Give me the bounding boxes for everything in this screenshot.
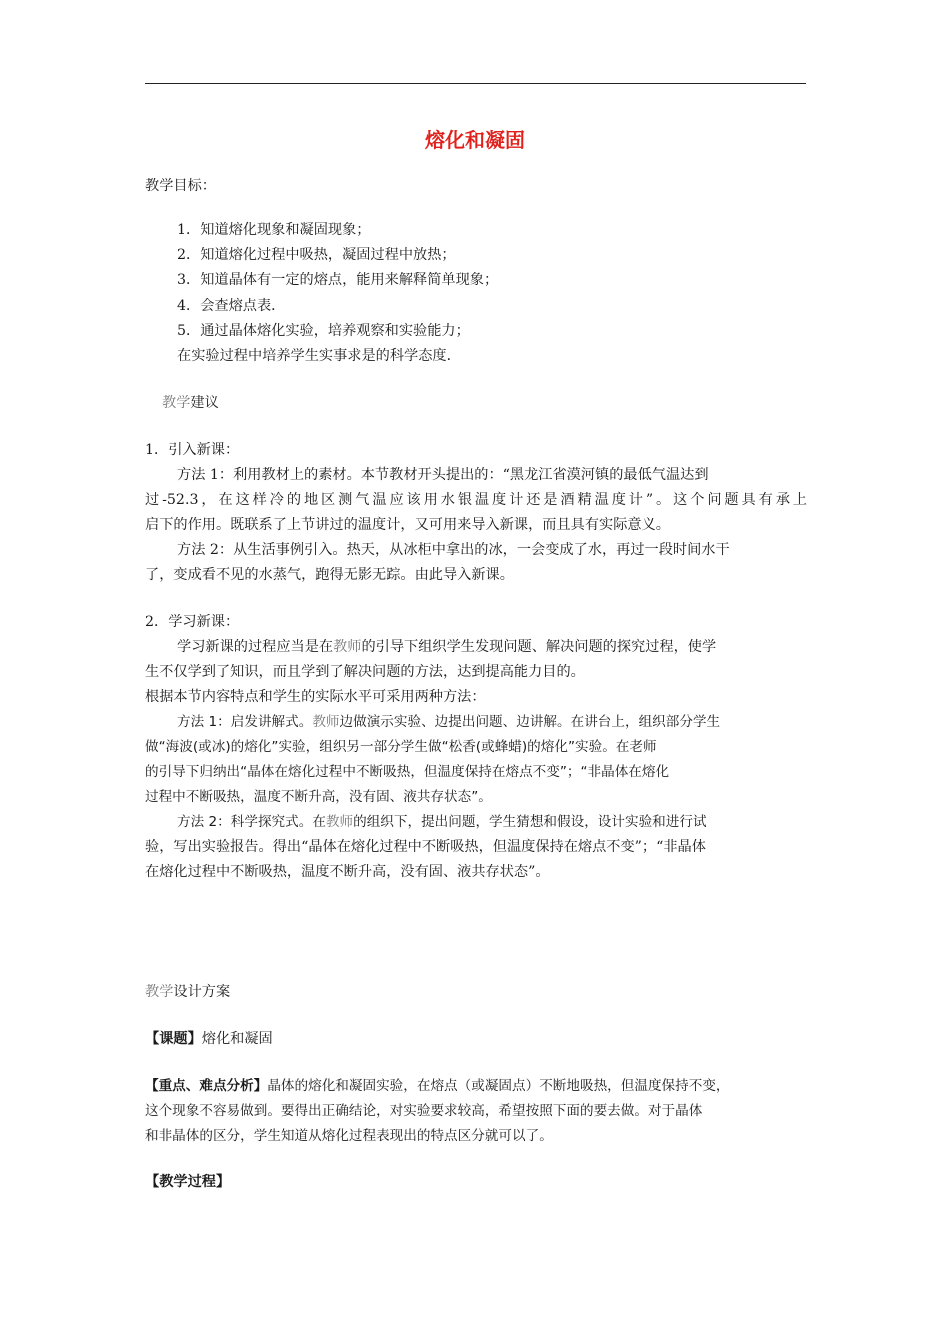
sec2-m1-a: 方法 1：启发讲解式。 — [177, 714, 313, 730]
design-heading-dark: 设计方案 — [173, 984, 231, 1000]
sec2-p2: 根据本节内容特点和学生的实际水平可采用两种方法： — [145, 689, 486, 705]
header-rule — [145, 83, 806, 84]
topic-value: 熔化和凝固 — [201, 1031, 273, 1047]
suggest-heading — [162, 393, 219, 413]
keypoints-line: 和非晶体的区分，学生知道从熔化过程表现出的特点区分就可以了。 — [145, 1128, 553, 1144]
sec1-m1-line: 启下的作用。既联系了上节讲过的温度计，又可用来导入新课，而且具有实际意义。 — [145, 517, 670, 533]
sec2-p1-teacher: 教师 — [333, 639, 362, 655]
page-title: 熔化和凝固 — [425, 128, 525, 152]
design-heading — [145, 982, 230, 1002]
sec1-m1-line: 过-52.3，在这样冷的地区测气温应该用水银温度计还是酒精温度计”。这个问题具有承上 — [145, 492, 807, 508]
goal-extra: 在实验过程中培养学生实事求是的科学态度． — [177, 348, 461, 364]
design-heading-gray: 教学 — [145, 984, 174, 1000]
keypoints-label: 【重点、难点分析】 — [145, 1078, 268, 1094]
goal-item: 3．知道晶体有一定的熔点，能用来解释简单现象； — [177, 272, 499, 288]
topic-line — [145, 1029, 273, 1049]
sec2-m1-line — [177, 712, 720, 732]
goal-item: 1．知道熔化现象和凝固现象； — [177, 222, 371, 238]
sec2-m2-line — [177, 812, 707, 832]
topic-label: 【课题】 — [145, 1031, 202, 1047]
sec1-m1-line: 方法 1：利用教材上的素材。本节教材开头提出的：“黑龙江省漠河镇的最低气温达到 — [177, 467, 709, 483]
goals-heading: 教学目标： — [145, 178, 216, 194]
sec2-m1-b: 边做演示实验、边提出问题、边讲解。在讲台上，组织部分学生 — [339, 714, 721, 730]
goal-item: 5．通过晶体熔化实验，培养观察和实验能力； — [177, 323, 470, 339]
keypoints-line — [145, 1076, 730, 1096]
process-label: 【教学过程】 — [145, 1174, 231, 1190]
sec2-m2-line: 验，写出实验报告。得出“晶体在熔化过程中不断吸热，但温度保持在熔点不变”；“非晶体 — [145, 839, 706, 855]
keypoints-line: 这个现象不容易做到。要得出正确结论，对实验要求较高，希望按照下面的要去做。对于晶体 — [145, 1103, 703, 1119]
keypoints-text: 晶体的熔化和凝固实验，在熔点（或凝固点）不断地吸热，但温度保持不变， — [267, 1078, 730, 1094]
sec2-m1-line: 的引导下归纳出“晶体在熔化过程中不断吸热，但温度保持在熔点不变”；“非晶体在熔化 — [145, 764, 670, 780]
sec2-m1-teacher: 教师 — [312, 714, 340, 730]
sec2-m2-b: 的组织下，提出问题，学生猜想和假设，设计实验和进行试 — [353, 814, 707, 830]
goal-item: 2．知道熔化过程中吸热，凝固过程中放热； — [177, 247, 456, 263]
sec2-m2-a: 方法 2：科学探究式。在 — [177, 814, 326, 830]
sec2-m2-line: 在熔化过程中不断吸热，温度不断升高，没有固、液共存状态”。 — [145, 864, 550, 880]
suggest-heading-gray: 教学 — [162, 395, 191, 411]
sec2-m2-teacher: 教师 — [325, 814, 354, 830]
sec2-p1-a: 学习新课的过程应当是在 — [177, 639, 334, 655]
suggest-heading-dark: 建议 — [190, 395, 219, 411]
sec1-m2-line: 方法 2：从生活事例引入。热天，从冰柜中拿出的冰，一会变成了水，再过一段时间水干 — [177, 542, 730, 558]
sec2-p1-line — [177, 637, 716, 657]
section1-heading: 1．引入新课： — [145, 442, 240, 458]
sec2-p1-b: 的引导下组织学生发现问题、解决问题的探究过程，使学 — [361, 639, 717, 655]
sec2-p1-line2: 生不仅学到了知识，而且学到了解决问题的方法，达到提高能力目的。 — [145, 664, 585, 680]
sec1-m2-line: 了，变成看不见的水蒸气，跑得无影无踪。由此导入新课。 — [145, 567, 514, 583]
sec2-m1-line: 做“海波(或冰)的熔化”实验，组织另一部分学生做“松香(或蜂蜡)的熔化”实验。在老师 — [145, 739, 657, 755]
sec2-m1-line: 过程中不断吸热，温度不断升高，没有固、液共存状态”。 — [145, 789, 492, 805]
goal-item: 4．会查熔点表． — [177, 298, 286, 314]
section2-heading: 2．学习新课： — [145, 614, 240, 630]
